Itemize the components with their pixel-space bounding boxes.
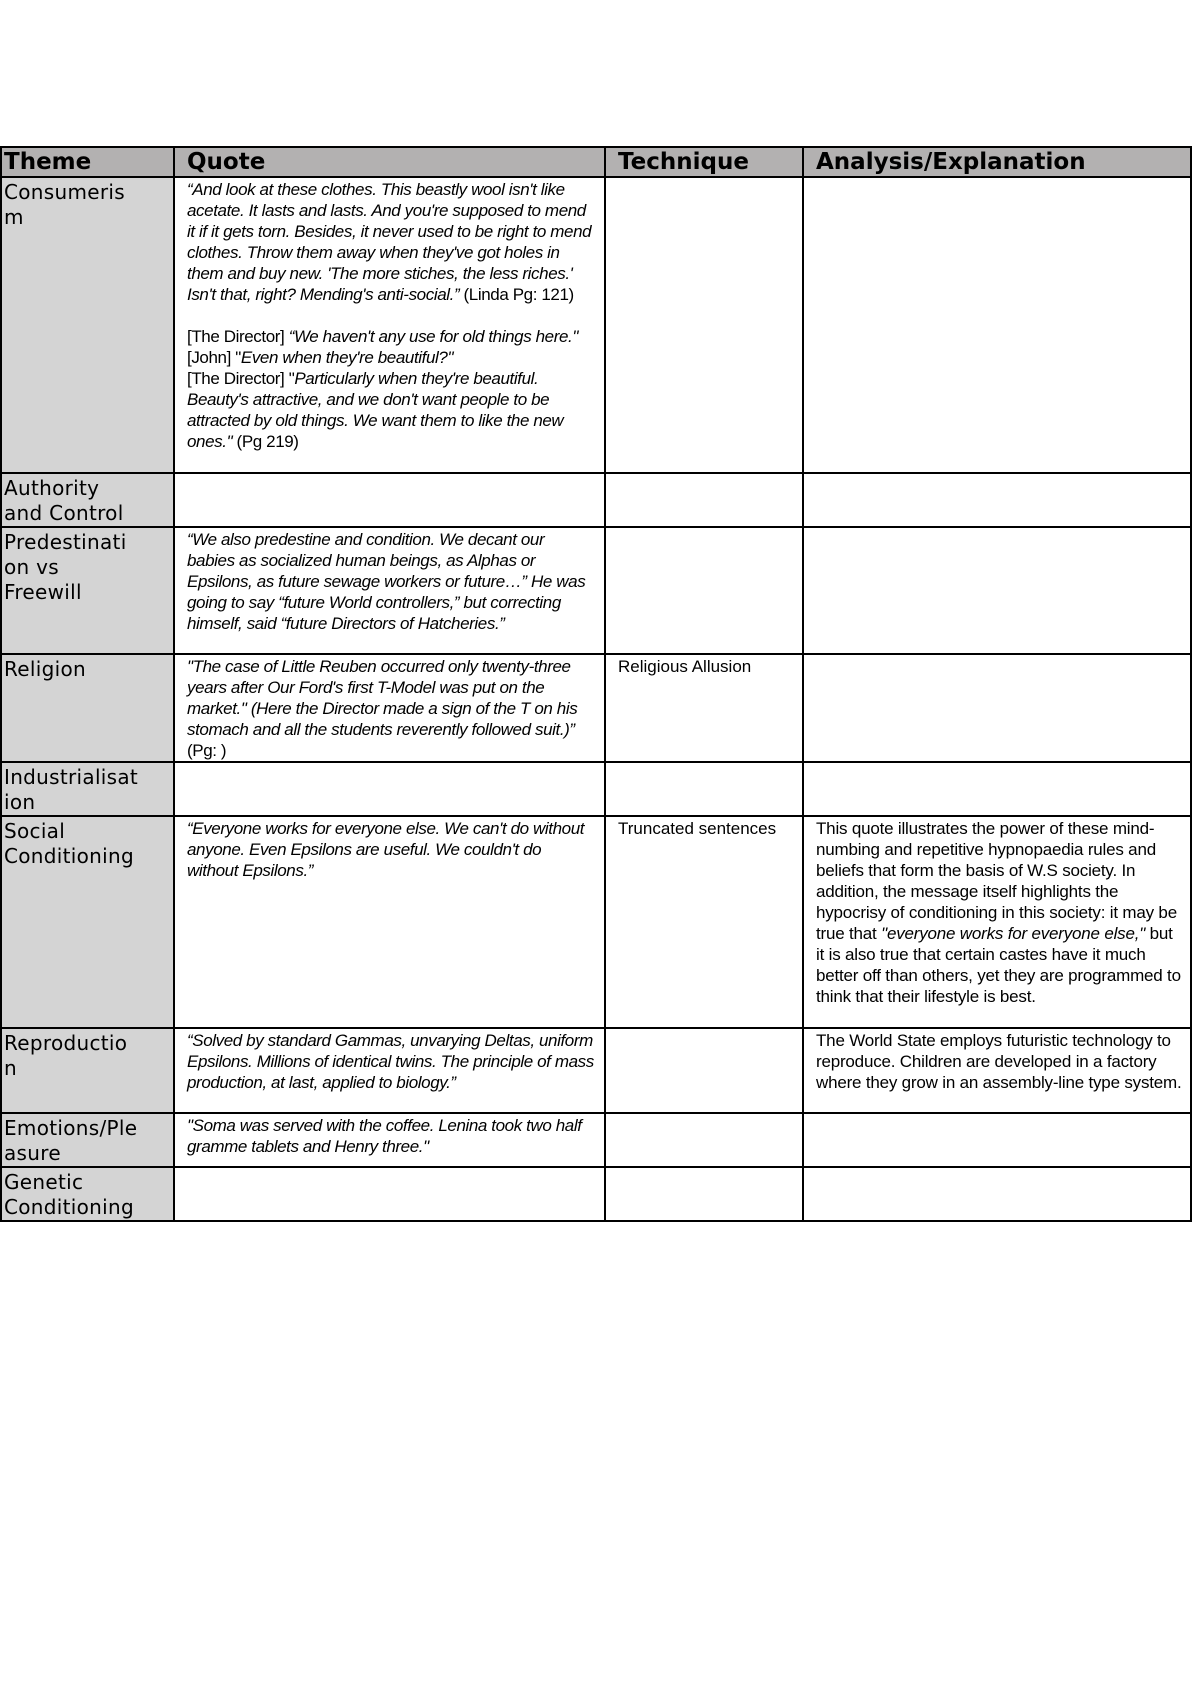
quote-text: Particularly when they're beautiful. Beauty's attractive, and we don't want people to be attracted by old things. We want them to like the new ones." <box>187 369 564 451</box>
technique-cell[interactable]: Truncated sentences <box>605 816 803 1028</box>
analysis-text: but it is also true that certain castes have it much better off than others, yet they are programmed to think that their lifestyle is best. <box>816 924 1181 1006</box>
table-row <box>1 527 1191 654</box>
quote-text: "The case of Little Reuben occurred only twenty-three years after Our Ford's first T-Model was put on the market." (Here the Director made a sign of the T on his stomach and all the students reverently followed suit.)” <box>187 657 578 739</box>
theme-label: Authority and Control <box>4 476 124 525</box>
quote-cell[interactable]: “Solved by standard Gammas, unvarying Deltas, uniform Epsilons. Millions of identical twins. The principle of mass production, at last, applied to biology.” <box>174 1028 605 1113</box>
technique-cell[interactable] <box>605 473 803 527</box>
theme-label: Genetic Conditioning <box>4 1170 134 1219</box>
analysis-cell[interactable] <box>803 1113 1191 1167</box>
theme-label: Consumeris m <box>4 180 125 229</box>
quote-cell[interactable]: “Everyone works for everyone else. We can't do without anyone. Even Epsilons are useful. We couldn't do without Epsilons.” <box>174 816 605 1028</box>
quote-cell[interactable] <box>174 654 605 762</box>
table-row <box>1 1028 1191 1113</box>
quote-text: “We haven't any use for old things here." <box>288 327 578 346</box>
technique-cell[interactable] <box>605 527 803 654</box>
header-theme[interactable]: Theme <box>1 147 174 177</box>
quote-cell[interactable]: "Soma was served with the coffee. Lenina took two half gramme tablets and Henry three." <box>174 1113 605 1167</box>
speaker-label: [The Director] <box>187 327 289 346</box>
worksheet-table <box>0 146 1192 1222</box>
quote-text: “And look at these clothes. This beastly wool isn't like acetate. It lasts and lasts. And you're supposed to mend it if it gets torn. Besides, it never used to be right to mend clothes. Throw them away when they've got holes in them and buy new. 'The more stiches, the less riches.' Isn't that, right? Mending's anti-social.” <box>187 180 592 304</box>
table-row <box>1 816 1191 1028</box>
table-row <box>1 762 1191 816</box>
header-quote[interactable]: Quote <box>174 147 605 177</box>
header-analysis[interactable]: Analysis/Explanation <box>803 147 1191 177</box>
quote-reference: (Linda Pg: 121) <box>459 285 574 304</box>
analysis-cell[interactable]: The World State employs futuristic technology to reproduce. Children are developed in a factory where they grow in an assembly-line type system. <box>803 1028 1191 1113</box>
theme-cell[interactable] <box>1 177 174 473</box>
quote-cell[interactable] <box>174 473 605 527</box>
analysis-cell[interactable] <box>803 1167 1191 1221</box>
theme-label: Reproductio n <box>4 1031 128 1080</box>
analysis-cell[interactable] <box>803 177 1191 473</box>
quote-cell[interactable] <box>174 177 605 473</box>
theme-cell[interactable] <box>1 1113 174 1167</box>
technique-cell[interactable] <box>605 177 803 473</box>
technique-cell[interactable] <box>605 762 803 816</box>
quote-cell[interactable] <box>174 1167 605 1221</box>
analysis-quote: "everyone works for everyone else," <box>881 924 1146 943</box>
technique-cell[interactable]: Religious Allusion <box>605 654 803 762</box>
quote-paragraph <box>187 179 596 305</box>
theme-cell[interactable] <box>1 762 174 816</box>
theme-cell[interactable] <box>1 654 174 762</box>
quote-cell[interactable]: “We also predestine and condition. We decant our babies as socialized human beings, as Alphas or Epsilons, as future sewage workers or future…” He was going to say “future World controllers,” but correcting himself, said “future Directors of Hatcheries.” <box>174 527 605 654</box>
technique-cell[interactable] <box>605 1167 803 1221</box>
theme-cell[interactable] <box>1 1167 174 1221</box>
theme-label: Emotions/Ple asure <box>4 1116 138 1165</box>
analysis-cell[interactable] <box>803 527 1191 654</box>
header-row <box>1 147 1191 177</box>
speaker-label: [The Director] " <box>187 369 295 388</box>
header-technique[interactable]: Technique <box>605 147 803 177</box>
theme-label: Industrialisat ion <box>4 765 139 814</box>
quote-paragraph <box>187 326 596 452</box>
table-row <box>1 473 1191 527</box>
quote-reference: (Pg: ) <box>187 741 227 760</box>
theme-cell[interactable] <box>1 473 174 527</box>
analysis-cell[interactable] <box>803 654 1191 762</box>
speaker-label: [John] " <box>187 348 241 367</box>
theme-label: Predestinati on vs Freewill <box>4 530 127 604</box>
analysis-text: This quote illustrates the power of these mind-numbing and repetitive hypnopaedia rules and beliefs that form the basis of W.S society. In addition, the message itself highlights the hypocrisy of conditioning in this society: it may be true that <box>816 819 1177 943</box>
table-row <box>1 177 1191 473</box>
analysis-cell[interactable] <box>803 473 1191 527</box>
quote-text: Even when they're beautiful?" <box>240 348 454 367</box>
table-row <box>1 1167 1191 1221</box>
theme-cell[interactable] <box>1 816 174 1028</box>
table-row <box>1 654 1191 762</box>
theme-label: Religion <box>4 657 86 681</box>
analysis-cell[interactable] <box>803 762 1191 816</box>
table-row <box>1 1113 1191 1167</box>
theme-cell[interactable] <box>1 1028 174 1113</box>
theme-cell[interactable] <box>1 527 174 654</box>
technique-cell[interactable] <box>605 1028 803 1113</box>
theme-label: Social Conditioning <box>4 819 134 868</box>
quote-reference: (Pg 219) <box>232 432 299 451</box>
analysis-cell[interactable] <box>803 816 1191 1028</box>
technique-cell[interactable] <box>605 1113 803 1167</box>
quote-cell[interactable] <box>174 762 605 816</box>
